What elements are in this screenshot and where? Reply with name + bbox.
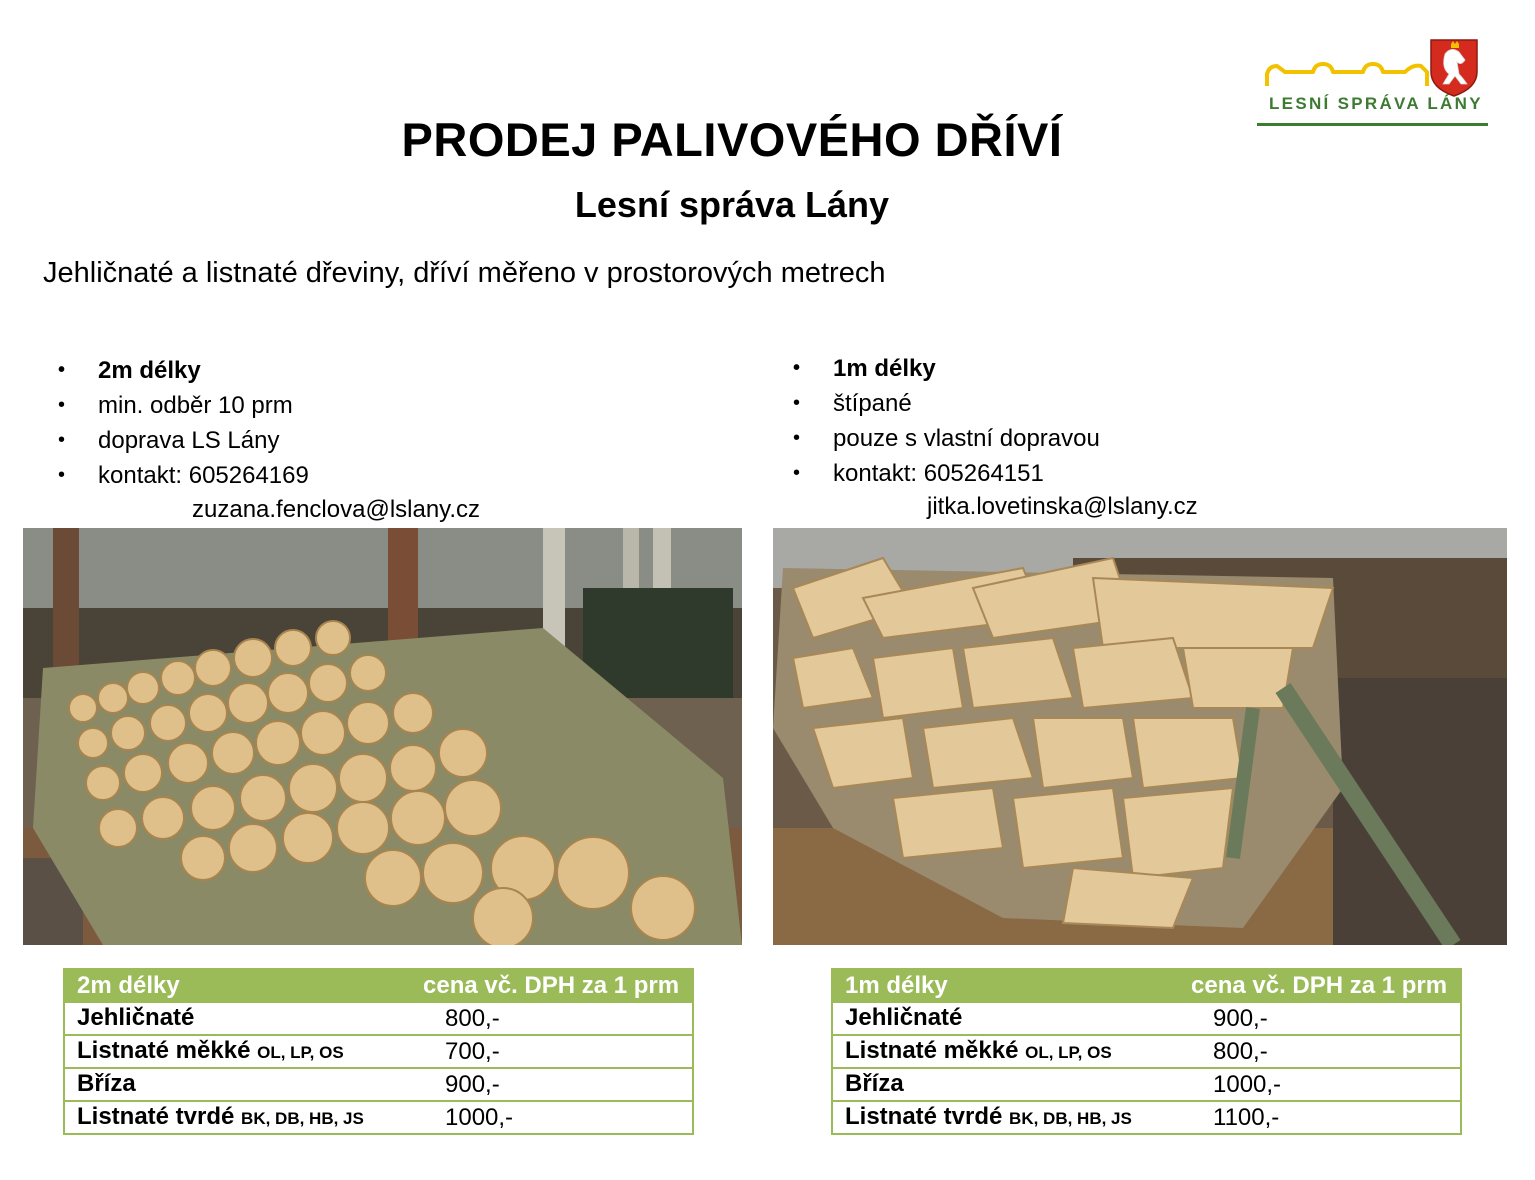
bullet-item: • doprava LS Lány <box>58 423 309 458</box>
photo-round-logs <box>23 528 742 945</box>
bullet-item: • 1m délky <box>793 351 1100 386</box>
wood-type: Listnaté tvrdé BK, DB, HB, JS <box>64 1101 411 1134</box>
table-header-length: 1m délky <box>832 969 1179 1002</box>
price-cell: 1000,- <box>1179 1068 1461 1101</box>
bullet-item: • min. odběr 10 prm <box>58 388 309 423</box>
wood-type: Listnaté tvrdé BK, DB, HB, JS <box>832 1101 1179 1134</box>
intro-text: Jehličnaté a listnaté dřeviny, dříví měřeno v prostorových metrech <box>43 257 886 289</box>
price-table-2m <box>63 968 694 1135</box>
table-header-length: 2m délky <box>64 969 411 1002</box>
bullet-item: • pouze s vlastní dopravou <box>793 421 1100 456</box>
logo-text: LESNÍ SPRÁVA LÁNY <box>1269 94 1483 113</box>
price-cell: 800,- <box>1179 1035 1461 1068</box>
price-cell: 1000,- <box>411 1101 693 1134</box>
table-row <box>832 1101 1461 1134</box>
right-bullet-list <box>793 351 1100 491</box>
price-cell: 1100,- <box>1179 1101 1461 1134</box>
page-subtitle: Lesní správa Lány <box>574 184 890 225</box>
wood-type: Bříza <box>64 1068 411 1101</box>
wood-type: Jehličnaté <box>832 1002 1179 1035</box>
bullet-item: • kontakt: 605264169 <box>58 458 309 493</box>
table-row <box>64 1002 693 1035</box>
price-cell: 900,- <box>1179 1002 1461 1035</box>
price-cell: 900,- <box>411 1068 693 1101</box>
table-row <box>832 1035 1461 1068</box>
wood-type: Bříza <box>832 1068 1179 1101</box>
contact-email[interactable]: zuzana.fenclova@lslany.cz <box>192 496 481 523</box>
wood-type: Listnaté měkké OL, LP, OS <box>832 1035 1179 1068</box>
contact-email[interactable]: jitka.lovetinska@lslany.cz <box>927 493 1198 520</box>
table-header-price: cena vč. DPH za 1 prm <box>1179 969 1461 1002</box>
table-header-price: cena vč. DPH za 1 prm <box>411 969 693 1002</box>
wood-type: Listnaté měkké OL, LP, OS <box>64 1035 411 1068</box>
table-row <box>64 1035 693 1068</box>
table-row <box>832 1068 1461 1101</box>
wood-type: Jehličnaté <box>64 1002 411 1035</box>
table-row <box>64 1068 693 1101</box>
price-table-1m <box>831 968 1462 1135</box>
table-row <box>832 1002 1461 1035</box>
left-bullet-list <box>58 353 309 493</box>
price-cell: 700,- <box>411 1035 693 1068</box>
table-row <box>64 1101 693 1134</box>
photo-split-firewood <box>773 528 1507 945</box>
bullet-item: • štípané <box>793 386 1100 421</box>
bullet-item: • kontakt: 605264151 <box>793 456 1100 491</box>
page-title: PRODEJ PALIVOVÉHO DŘÍVÍ <box>401 113 1063 166</box>
bullet-item: • 2m délky <box>58 353 309 388</box>
price-cell: 800,- <box>411 1002 693 1035</box>
